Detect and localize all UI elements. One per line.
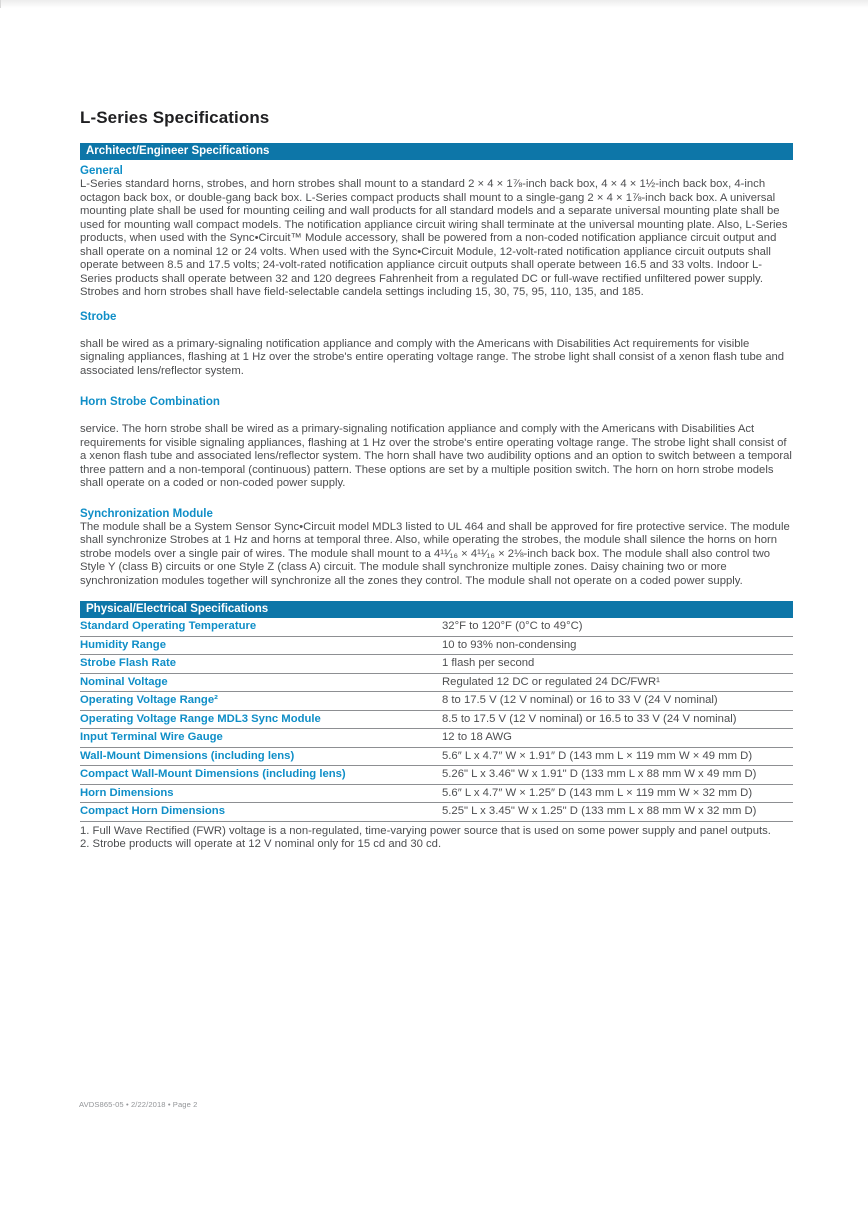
row-label: Operating Voltage Range² bbox=[80, 692, 442, 711]
row-value: 5.6″ L x 4.7″ W × 1.91″ D (143 mm L × 119 mm W × 49 mm D) bbox=[442, 747, 793, 766]
row-label: Humidity Range bbox=[80, 636, 442, 655]
subsection-body-general: L-Series standard horns, strobes, and horn strobes shall mount to a standard 2 × 4 × 1⅞-inch back box, 4 × 4 × 1½-inch back box, 4-inch octagon back box, or double-gang back box. L-Series compact products shall mount to a single-gang 2 × 4 × 1⅞-inch back box. A universal mounting plate shall be used for mounting ceiling and wall products for all standard models and a separate universal mounting plate shall be used for mounting wall compact models. The notification appliance circuit wiring shall terminate at the universal mounting plate. Also, L-Series products, when used with the Sync•Circuit™ Module accessory, shall be powered from a non-coded notification appliance circuit output and shall operate on a nominal 12 or 24 volts. When used with the Sync•Circuit Module, 12-volt-rated notification appliance circuit outputs shall operate between 8.5 and 17.5 volts; 24-volt-rated notification appliance circuit outputs shall operate between 16.5 and 33 volts. Indoor L-Series products shall operate between 32 and 120 degrees Fahrenheit from a regulated DC or full-wave rectified unfiltered power supply. Strobes and horn strobes shall have field-selectable candela settings including 15, 30, 75, 95, 110, 135, and 185. bbox=[80, 178, 788, 298]
row-label: Standard Operating Temperature bbox=[80, 618, 442, 636]
table-row bbox=[80, 784, 793, 803]
row-value: Regulated 12 DC or regulated 24 DC/FWR¹ bbox=[442, 673, 793, 692]
subsection-body-horn-strobe: service. The horn strobe shall be wired as a primary-signaling notification appliance and comply with the Americans with Disabilities Act requirements for visible signaling appliances, flashing at 1 Hz over the strobe's entire operating voltage range. The strobe light shall consist of a xenon flash tube and associated lens/reflector system. The horn shall have two audibility options and an option to switch between a temporal three pattern and a non-temporal (continuous) pattern. These options are set by a multiple position switch. The horn on horn strobe models shall operate on a coded or non-coded power supply. bbox=[80, 423, 792, 489]
row-value: 8.5 to 17.5 V (12 V nominal) or 16.5 to 33 V (24 V nominal) bbox=[442, 710, 793, 729]
architect-section-bar: Architect/Engineer Specifications bbox=[80, 143, 793, 160]
subsection-heading-horn-strobe: Horn Strobe Combination bbox=[80, 396, 220, 408]
subsection-heading-strobe: Strobe bbox=[80, 310, 117, 323]
row-label: Wall-Mount Dimensions (including lens) bbox=[80, 747, 442, 766]
table-row bbox=[80, 766, 793, 785]
row-value: 1 flash per second bbox=[442, 655, 793, 674]
subsection-body-strobe: shall be wired as a primary-signaling notification appliance and comply with the Americans with Disabilities Act requirements for visible signaling appliances, flashing at 1 Hz over the strobe's entire operating voltage range. The strobe light shall consist of a xenon flash tube and associated lens/reflector system. bbox=[80, 337, 785, 377]
table-footnotes bbox=[80, 825, 793, 853]
row-label: Input Terminal Wire Gauge bbox=[80, 729, 442, 748]
row-label: Operating Voltage Range MDL3 Sync Module bbox=[80, 710, 442, 729]
row-value: 5.6″ L x 4.7″ W × 1.25″ D (143 mm L × 119 mm W × 32 mm D) bbox=[442, 784, 793, 803]
subsection-heading-general: General bbox=[80, 165, 123, 177]
footer-text: AVDS865-05 • 2/22/2018 • Page 2 bbox=[79, 1100, 198, 1109]
footnote-1: 1. Full Wave Rectified (FWR) voltage is a non-regulated, time-varying power source that is used on some power supply and panel outputs. bbox=[80, 824, 771, 837]
footnote-2: 2. Strobe products will operate at 12 V nominal only for 15 cd and 30 cd. bbox=[80, 838, 442, 851]
page-title: L-Series Specifications bbox=[80, 108, 270, 127]
physical-electrical-section bbox=[80, 601, 793, 852]
subsection-horn-strobe bbox=[80, 395, 793, 491]
row-label: Compact Horn Dimensions bbox=[80, 803, 442, 822]
spec-table-bar: Physical/Electrical Specifications bbox=[80, 601, 793, 618]
subsection-general bbox=[80, 164, 793, 300]
row-value: 8 to 17.5 V (12 V nominal) or 16 to 33 V (24 V nominal) bbox=[442, 692, 793, 711]
table-row bbox=[80, 673, 793, 692]
row-label: Nominal Voltage bbox=[80, 673, 442, 692]
row-value: 5.26" L x 3.46" W x 1.91" D (133 mm L x 88 mm W x 49 mm D) bbox=[442, 766, 793, 785]
table-row bbox=[80, 803, 793, 822]
row-label: Compact Wall-Mount Dimensions (including lens) bbox=[80, 766, 442, 785]
table-row bbox=[80, 729, 793, 748]
row-value: 5.25" L x 3.45" W x 1.25" D (133 mm L x 88 mm W x 32 mm D) bbox=[442, 803, 793, 822]
spec-table bbox=[80, 618, 793, 822]
table-row bbox=[80, 655, 793, 674]
table-row bbox=[80, 747, 793, 766]
table-row bbox=[80, 710, 793, 729]
table-row bbox=[80, 692, 793, 711]
row-value: 12 to 18 AWG bbox=[442, 729, 793, 748]
subsection-sync-module bbox=[80, 507, 793, 589]
subsection-heading-sync-module: Synchronization Module bbox=[80, 507, 213, 520]
row-label: Horn Dimensions bbox=[80, 784, 442, 803]
row-value: 32°F to 120°F (0°C to 49°C) bbox=[442, 618, 793, 636]
table-row bbox=[80, 618, 793, 636]
page-content bbox=[80, 108, 793, 852]
row-value: 10 to 93% non-condensing bbox=[442, 636, 793, 655]
row-label: Strobe Flash Rate bbox=[80, 655, 442, 674]
subsection-body-sync-module: The module shall be a System Sensor Sync•Circuit model MDL3 listed to UL 464 and shall be approved for fire protective service. The module shall synchronize Strobes at 1 Hz and horns at temporal three. Also, while operating the strobes, the module shall silence the horns on horn strobe models over a single pair of wires. The module shall mount to a 4¹¹⁄₁₆ × 4¹¹⁄₁₆ × 2⅛-inch back box. The module shall also control two Style Y (class B) circuits or one Style Z (class A) circuit. The module shall synchronize multiple zones. Daisy chaining two or more synchronization modules together will synchronize all the zones they control. The module shall not operate on a coded power supply. bbox=[80, 520, 790, 587]
table-row bbox=[80, 636, 793, 655]
page-top-edge bbox=[0, 0, 868, 8]
subsection-strobe bbox=[80, 310, 793, 379]
